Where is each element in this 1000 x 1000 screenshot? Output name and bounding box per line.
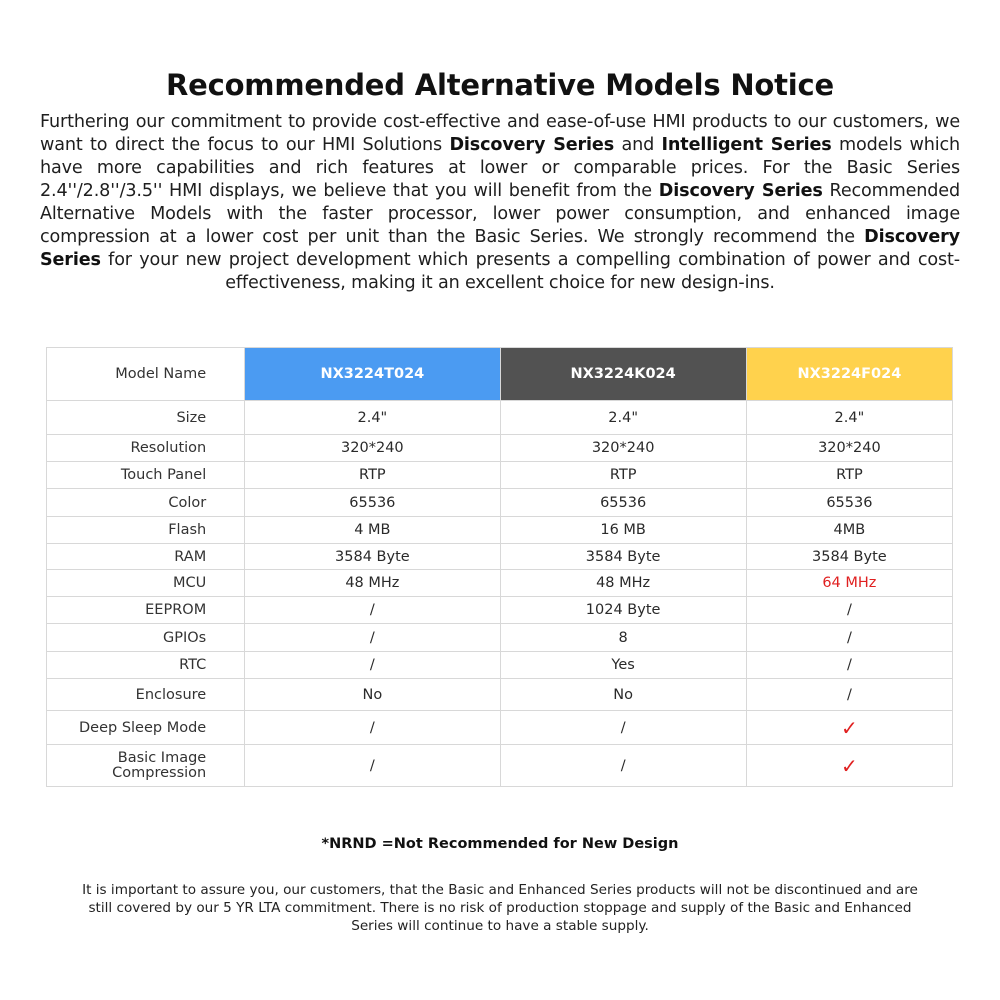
cell-value: / [245,745,500,787]
row-label: Resolution [47,435,245,462]
model-header-nx3224k024: NX3224K024 [500,348,746,401]
cell-value: / [245,624,500,652]
table-row [47,624,953,652]
table-row [47,745,953,787]
cell-value: RTP [245,462,500,489]
table-row [47,544,953,570]
table-row [47,570,953,597]
cell-value: 48 MHz [500,570,746,597]
table-row [47,711,953,745]
intelligent-series-highlight: Intelligent Series [661,135,832,155]
model-name-header: Model Name [47,348,245,401]
footer-note: It is important to assure you, our customers, that the Basic and Enhanced Series products will not be discontinued and are still covered by our 5 YR LTA commitment. There is no risk of production stoppage and supply of the Basic and Enhanced Series will continue to have a stable supply. [82,882,918,934]
cell-value: 65536 [245,489,500,517]
page-title: Recommended Alternative Models Notice [165,68,834,102]
cell-value: / [746,597,952,624]
row-label: Flash [47,517,245,544]
checkmark-icon: ✓ [746,711,952,745]
cell-value: / [245,652,500,679]
row-label: Color [47,489,245,517]
cell-value: / [245,597,500,624]
cell-value: / [746,624,952,652]
table-row [47,517,953,544]
table-row [47,435,953,462]
intro-text-3: models which have more capabilities and rich features at lower or comparable prices. For the Basic Series 2.4''/2.8''/3.5'' HMI displays, we believe that you will benefit from the [40,135,961,201]
cell-value: 48 MHz [245,570,500,597]
table-row [47,489,953,517]
cell-value: 2.4" [245,401,500,435]
cell-value: / [500,711,746,745]
discovery-series-highlight: Discovery Series [40,227,960,270]
checkmark-icon: ✓ [746,745,952,787]
row-label: Deep Sleep Mode [47,711,245,745]
cell-value: 8 [500,624,746,652]
cell-value: / [746,652,952,679]
cell-value: RTP [746,462,952,489]
row-label: EEPROM [47,597,245,624]
cell-value: Yes [500,652,746,679]
cell-value: / [746,679,952,711]
row-label: Touch Panel [47,462,245,489]
cell-value: 2.4" [500,401,746,435]
discovery-series-highlight: Discovery Series [449,135,615,155]
cell-value: No [500,679,746,711]
row-label: Basic Image Compression [47,745,245,787]
table-row [47,679,953,711]
cell-value: 320*240 [500,435,746,462]
cell-value: / [500,745,746,787]
intro-text-5: for your new project development which presents a compelling combination of power and cost-effectiveness, making it an excellent choice for new design-ins. [100,250,960,293]
row-label: MCU [47,570,245,597]
table-row [47,462,953,489]
table-row [47,401,953,435]
intro-text-2: and [614,135,662,155]
cell-value: 320*240 [245,435,500,462]
intro-text-4: Recommended Alternative Models with the faster processor, lower power consumption, and enhanced image compression at a lower cost per unit than the Basic Series. We strongly recommend the [40,181,960,247]
discovery-series-highlight: Discovery Series [658,181,823,201]
row-label: RTC [47,652,245,679]
cell-value: 3584 Byte [746,544,952,570]
cell-value: 65536 [500,489,746,517]
comparison-table [46,347,953,787]
cell-value: 4MB [746,517,952,544]
row-label: RAM [47,544,245,570]
row-label: GPIOs [47,624,245,652]
intro-paragraph [40,111,960,295]
table-row [47,597,953,624]
cell-value: / [245,711,500,745]
row-label: Enclosure [47,679,245,711]
table-header-row [47,348,953,401]
cell-value: 65536 [746,489,952,517]
cell-value: RTP [500,462,746,489]
cell-value: 3584 Byte [500,544,746,570]
cell-value: No [245,679,500,711]
cell-value: 320*240 [746,435,952,462]
intro-text-1: Furthering our commitment to provide cost-effective and ease-of-use HMI products to our customers, we want to direct the focus to our HMI Solutions [40,112,960,155]
cell-value: 16 MB [500,517,746,544]
cell-value: 3584 Byte [245,544,500,570]
cell-value: 4 MB [245,517,500,544]
cell-value: 1024 Byte [500,597,746,624]
model-header-nx3224f024: NX3224F024 [746,348,952,401]
cell-value: 64 MHz [746,570,952,597]
cell-value: 2.4" [746,401,952,435]
table-row [47,652,953,679]
nrnd-note: *NRND =Not Recommended for New Design [321,836,679,852]
row-label: Size [47,401,245,435]
model-header-nx3224t024: NX3224T024 [245,348,500,401]
